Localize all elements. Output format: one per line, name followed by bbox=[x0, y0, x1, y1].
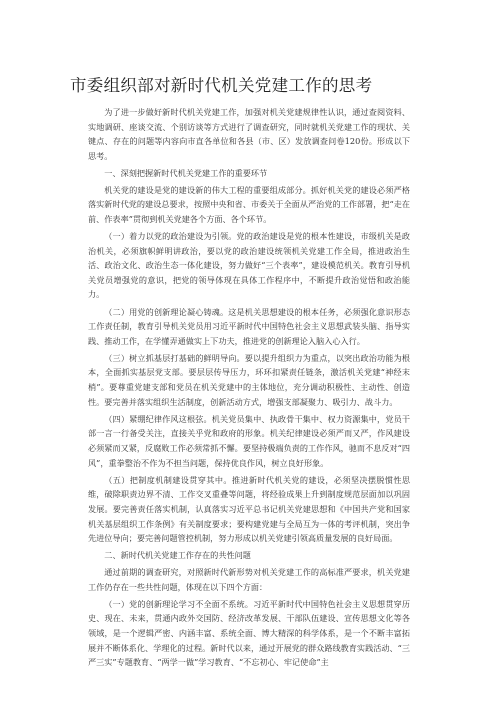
section-heading-1: 一、深刻把握新时代机关党建工作的重要环节 bbox=[104, 167, 268, 178]
body-paragraph: （四）紧绷纪律作风这根弦。机关党员集中、执政骨干集中、权力资源集中，党员干部一言一行备受关注，直接关乎党和政府的形象。机关纪律建设必须严而又严，作风建设必须紧而又紧，反腐败工作必须常抓不懈。要坚持极端负责的工作作风，驰而不息反对“四风”，重拳整治不作为不担当问题，保持优良作风，树立良好形象。 bbox=[88, 413, 410, 468]
section-heading-2: 二、新时代机关党建工作存在的共性问题 bbox=[104, 550, 251, 561]
body-paragraph: 通过前期的调查研究，对照新时代新形势对机关党建工作的高标准严要求，机关党建工作仍存在一些共性问题，体现在以下四个方面： bbox=[88, 566, 410, 592]
body-paragraph: （一）着力以党的政治建设为引领。党的政治建设是党的根本性建设，市级机关是政治机关，必须旗帜鲜明讲政治，要以党的政治建设统领机关党建工作全局，推进政治生活、政治文化、政治生态一体化建设，努力做好“三个表率”，建设模范机关。教育引导机关党员增强党的意识，把党的领导体现在具体工作程序中，不断提升政治觉悟和政治能力。 bbox=[88, 230, 410, 300]
intro-paragraph: 为了进一步做好新时代机关党建工作，加强对机关党建规律性认识，通过查阅资料、实地调研、座谈交流、个别访谈等方式进行了调查研究，同时就机关党建工作的现状、关键点、存在的问题等内容向市直各单位和各县（市、区）发放调查问卷120份。形成以下思考。 bbox=[88, 107, 410, 161]
document-title: 市委组织部对新时代机关党建工作的思考 bbox=[70, 76, 373, 95]
body-paragraph: （五）把制度机制建设贯穿其中。推进新时代机关党的建设，必须坚决摆脱惯性思维，破除职责边界不清、工作交叉重叠等问题，将经验成果上升到制度规范层面加以巩固发展。要完善责任落实机制，认真落实习近平总书记机关党建思想和《中国共产党和国家机关基层组织工作条例》有关制度要求；要构建党建与全局互为一体的考评机制，突出争先进位导向；要完善问题管控机制，努力形成以机关党建引领高质量发展的良好局面。 bbox=[88, 474, 410, 544]
body-paragraph: （二）用党的创新理论凝心铸魂。这是机关思想建设的根本任务，必须强化意识形态工作责任制，教育引导机关党员用习近平新时代中国特色社会主义思想武装头脑、指导实践、推动工作，在学懂弄通做实上下功夫，推进党的创新理论入脑入心入行。 bbox=[88, 306, 410, 346]
body-paragraph: （三）树立抓基层打基础的鲜明导向。要以提升组织力为重点，以突出政治功能为根本，全面抓实基层党支部。要层层传导压力，环环扣紧责任链条，激活机关党建“神经末梢”。要尊重党建支部和党员在机关党建中的主体地位，充分调动积极性、主动性、创造性。要完善并落实组织生活制度，创新活动方式，增强支部凝聚力、吸引力、战斗力。 bbox=[88, 352, 410, 407]
document-body bbox=[88, 105, 410, 672]
body-paragraph: （一）党的创新理论学习不全面不系统。习近平新时代中国特色社会主义思想贯穿历史、现在、未来，贯通内政外交国防、经济改革发展、干部队伍建设、宣传思想文化等各领域，是一个逻辑严密、内涵丰富、系统全面、博大精深的科学体系，是一个不断丰富拓展并不断体系化、学理化的过程。新时代以来，通过开展党的群众路线教育实践活动、“三严三实”专题教育、“两学一做”学习教育、“不忘初心、牢记使命”主 bbox=[88, 598, 410, 668]
body-paragraph: 机关党的建设是党的建设新的伟大工程的重要组成部分。抓好机关党的建设必须严格落实新时代党的建设总要求，按照中央和省、市委关于全面从严治党的工作部署，把“走在前、作表率”贯彻到机关党建各个方面、各个环节。 bbox=[88, 184, 410, 224]
